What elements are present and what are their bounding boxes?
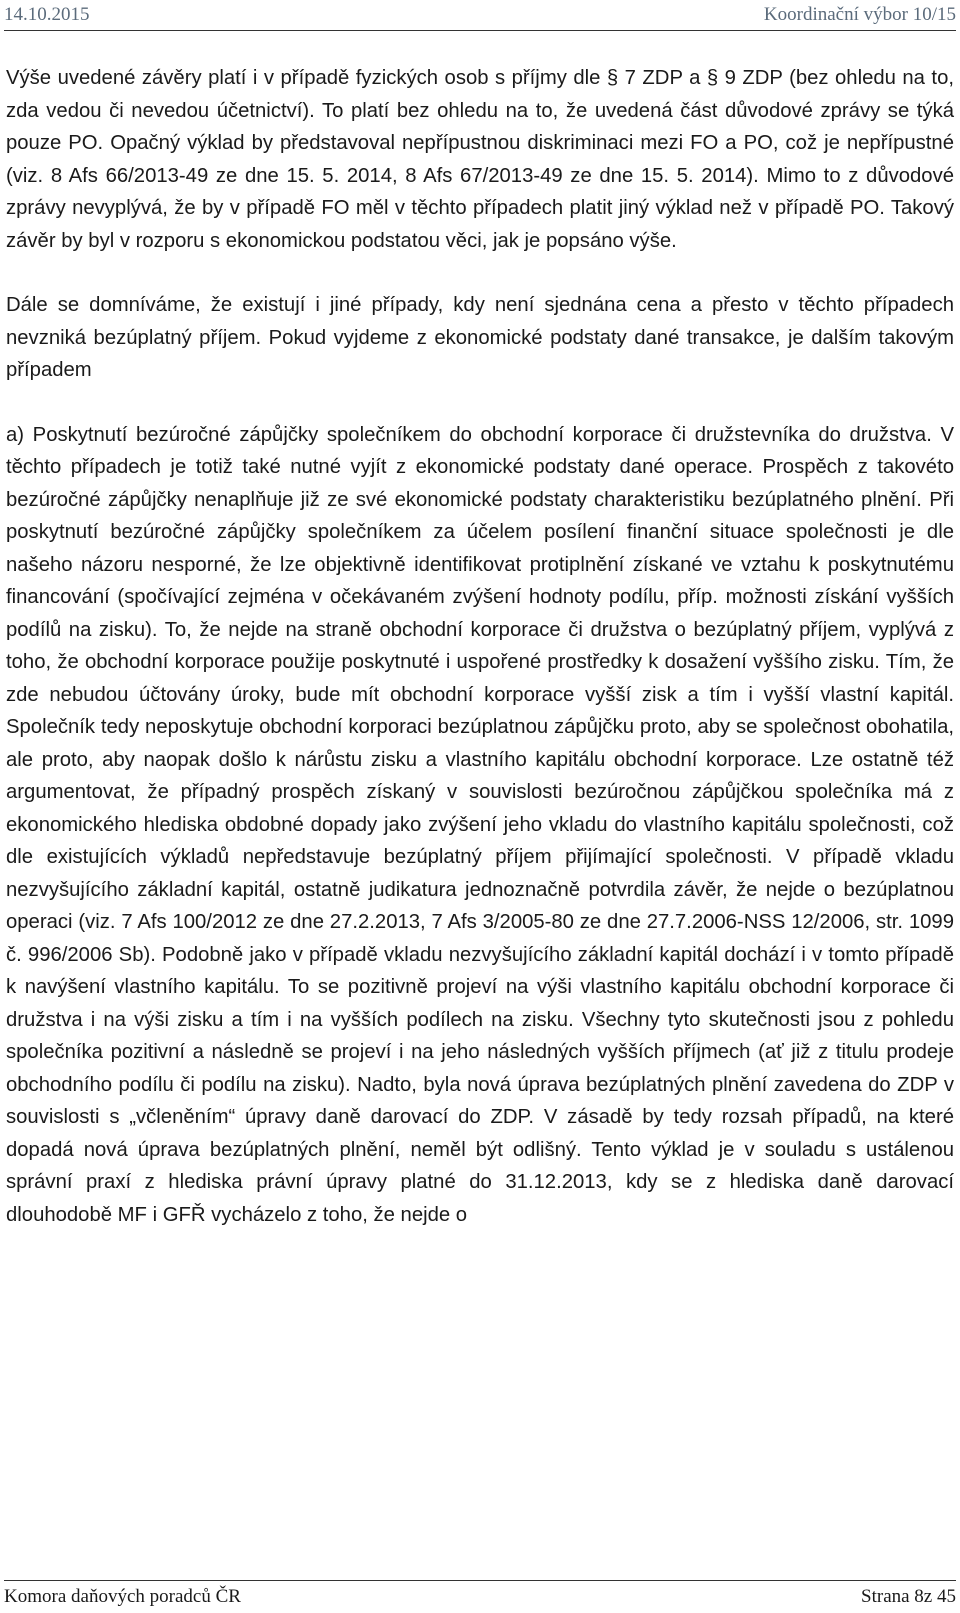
document-body	[6, 62, 954, 1231]
page-header	[4, 4, 956, 31]
header-date: 14.10.2015	[4, 4, 90, 25]
paragraph-interest-free-loan: a) Poskytnutí bezúročné zápůjčky společníkem do obchodní korporace či družstevníka do družstva. V těchto případech je totiž také nutné vyjít z ekonomické podstaty dané operace. Prospěch z takovéto bezúročné zápůjčky nenaplňuje již ze své ekonomické podstaty charakteristiku bezúplatného plnění. Při poskytnutí bezúročné zápůjčky společníkem za účelem posílení finanční situace společnosti je dle našeho názoru nesporné, že lze objektivně identifikovat protiplnění získané ve vztahu k poskytnutému financování (spočívající zejména v očekávaném zvýšení hodnoty podílu, příp. možnosti získání vyšších podílů na zisku). To, že nejde na straně obchodní korporace či družstva o bezúplatný příjem, vyplývá z toho, že obchodní korporace použije poskytnuté i uspořené prostředky k dosažení vyššího zisku. Tím, že zde nebudou účtovány úroky, bude mít obchodní korporace vyšší zisk a tím i vyšší vlastní kapitál. Společník tedy neposkytuje obchodní korporaci bezúplatnou zápůjčku proto, aby se společnost obohatila, ale proto, aby naopak došlo k nárůstu zisku a vlastního kapitálu obchodní korporace. Lze ostatně též argumentovat, že případný prospěch získaný v souvislosti bezúročnou zápůjčkou společníka má z ekonomického hlediska obdobné dopady jako zvýšení jeho vkladu do vlastního kapitálu společnosti, což dle existujících výkladů nepředstavuje bezúplatný příjem přijímající společnosti. V případě vkladu nezvyšujícího základní kapitál, ostatně judikatura jednoznačně potvrdila závěr, že nejde o bezúplatnou operaci (viz. 7 Afs 100/2012 ze dne 27.2.2013, 7 Afs 3/2005-80 ze dne 27.7.2006-NSS 12/2006, str. 1099 č. 996/2006 Sb). Podobně jako v případě vkladu nezvyšujícího základní kapitál dochází i v tomto případě k navýšení vlastního kapitálu. To se pozitivně projeví na výši vlastního kapitálu obchodní korporace či družstva i na výši zisku a tím i na vyšších podílech na zisku. Všechny tyto skutečnosti jsou z pohledu společníka pozitivní a následně se projeví i na jeho následných vyšších příjmech (ať již z titulu prodeje obchodního podílu či podílu na zisku). Nadto, byla nová úprava bezúplatných plnění zavedena do ZDP v souvislosti s „včleněním“ úpravy daně darovací do ZDP. V zásadě by tedy rozsah případů, na které dopadá nová úprava bezúplatných plnění, neměl být odlišný. Tento výklad je v souladu s ustálenou správní praxí z hlediska právní úpravy platné do 31.12.2013, kdy se z hlediska daně darovací dlouhodobě MF i GFŘ vycházelo z toho, že nejde o	[6, 423, 954, 1226]
paragraph-conclusions: Výše uvedené závěry platí i v případě fyzických osob s příjmy dle § 7 ZDP a § 9 ZDP (bez ohledu na to, zda vedou či nevedou účetnictví). To platí bez ohledu na to, že uvedená část důvodové zprávy se týká pouze PO. Opačný výklad by představoval nepřípustnou diskriminaci mezi FO a PO, což je nepřípustné (viz. 8 Afs 66/2013-49 ze dne 15. 5. 2014, 8 Afs 67/2013-49 ze dne 15. 5. 2014). Mimo to z důvodové zprávy nevyplývá, že by v případě FO měl v těchto případech platit jiný výklad než v případě PO. Takový závěr by byl v rozporu s ekonomickou podstatou věci, jak je popsáno výše.	[6, 67, 954, 252]
footer-page-number: Strana 8z 45	[861, 1586, 956, 1607]
page-footer	[4, 1580, 956, 1609]
header-committee: Koordinační výbor 10/15	[763, 4, 956, 25]
footer-organization: Komora daňových poradců ČR	[4, 1586, 241, 1607]
paragraph-other-cases: Dále se domníváme, že existují i jiné případy, kdy není sjednána cena a přesto v těchto případech nevzniká bezúplatný příjem. Pokud vyjdeme z ekonomické podstaty dané transakce, je dalším takovým případem	[6, 294, 954, 381]
